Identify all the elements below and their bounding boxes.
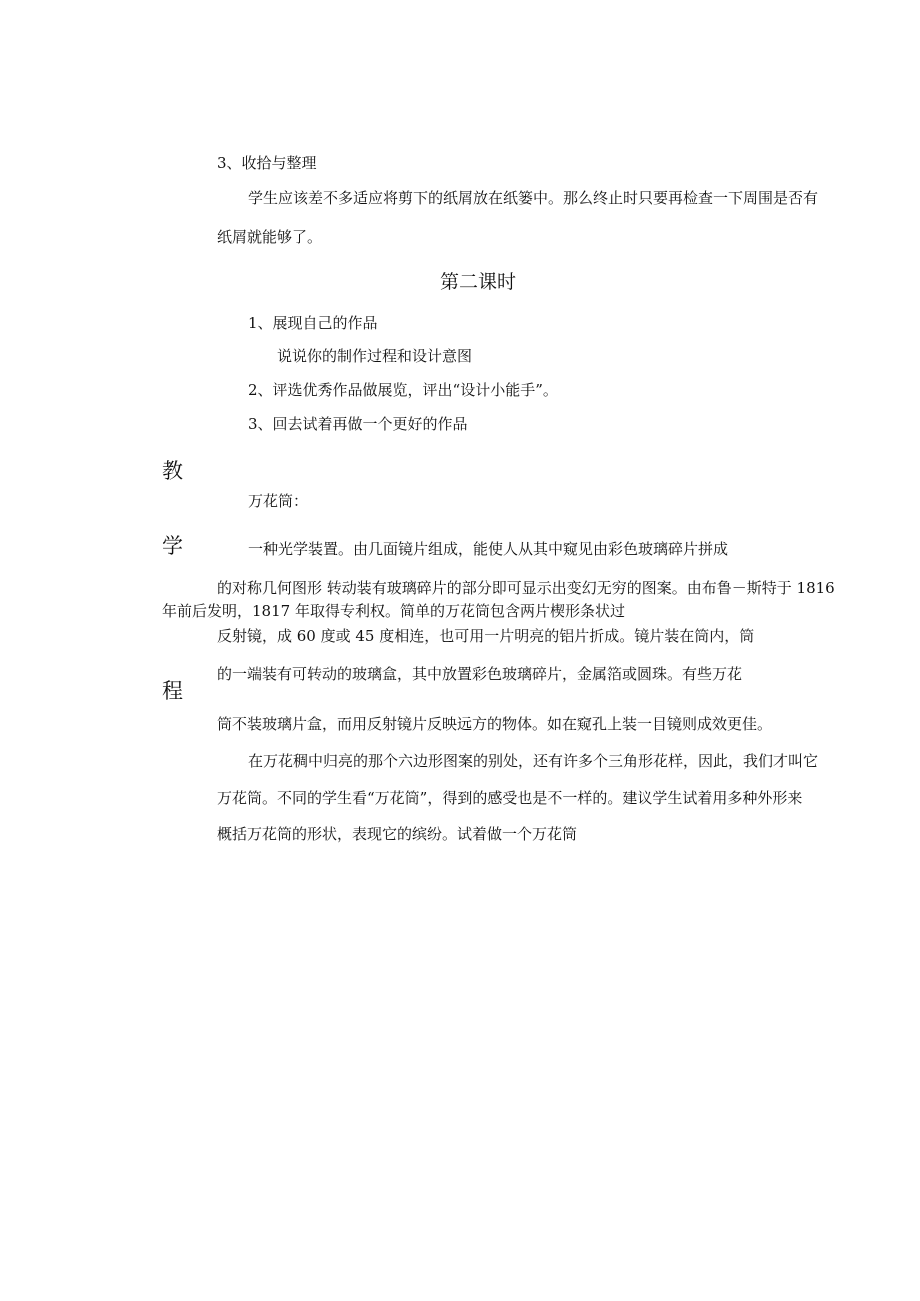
paragraph-line: 筒不装玻璃片盒，而用反射镜片反映远方的物体。如在窥孔上装一目镜则成效更佳。 [217, 715, 773, 733]
paragraph-line: 万花筒。不同的学生看“万花筒”，得到的感受也是不一样的。建议学生试着用多种外形来 [217, 789, 803, 807]
paragraph-line: 的一端装有可转动的玻璃盒，其中放置彩色玻璃碎片，金属箔或圆珠。有些万花 [217, 665, 743, 683]
list-item: 说说你的制作过程和设计意图 [277, 347, 473, 365]
list-item: 1、展现自己的作品 [248, 314, 378, 332]
paragraph-line: 在万花稠中归亮的那个六边形图案的别处，还有许多个三角形花样，因此，我们才叫它 [248, 752, 819, 770]
kaleidoscope-heading: 万花筒： [248, 492, 309, 510]
side-label-char: 教 [162, 459, 183, 483]
paragraph-line: 纸屑就能够了。 [217, 228, 323, 246]
side-label-char: 程 [162, 679, 183, 703]
paragraph-line: 反射镜，成 60 度或 45 度相连，也可用一片明亮的铝片折成。镜片装在筒内，筒 [217, 627, 755, 645]
paragraph-line: 概括万花筒的形状，表现它的缤纷。试着做一个万花筒 [217, 825, 578, 843]
paragraph-line: 年前后发明，1817 年取得专利权。简单的万花筒包含两片楔形条状过 [162, 602, 625, 620]
side-label-char: 学 [162, 534, 183, 558]
paragraph-line: 的对称几何图形 转动装有玻璃碎片的部分即可显示出变幻无穷的图案。由布鲁－斯特于 1816 [217, 579, 835, 597]
paragraph-line: 学生应该差不多适应将剪下的纸屑放在纸篓中。那么终止时只要再检查一下周围是否有 [248, 189, 819, 207]
lesson-title: 第二课时 [440, 271, 517, 293]
list-item: 3、回去试着再做一个更好的作品 [248, 415, 468, 433]
paragraph-line: 一种光学装置。由几面镜片组成，能使人从其中窥见由彩色玻璃碎片拼成 [248, 540, 729, 558]
section-heading: 3、收拾与整理 [217, 154, 317, 172]
list-item: 2、评选优秀作品做展览，评出“设计小能手”。 [248, 381, 558, 399]
